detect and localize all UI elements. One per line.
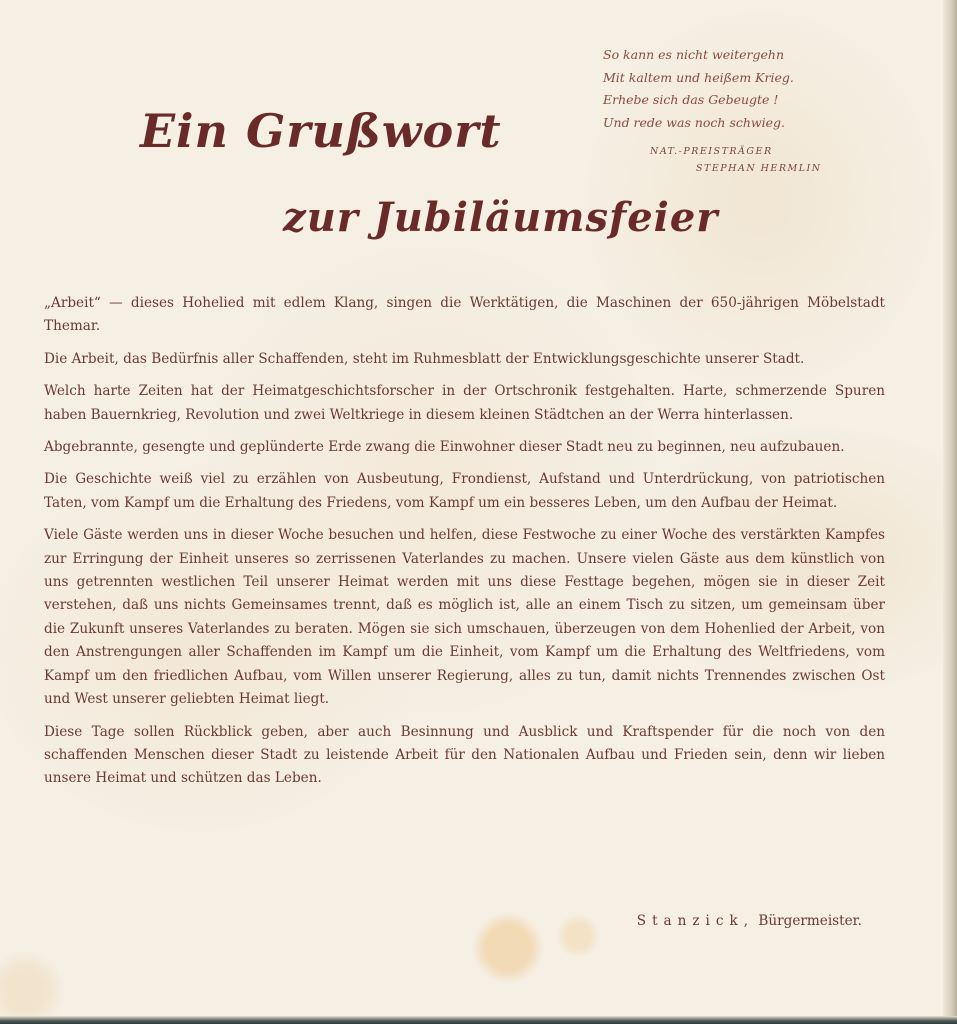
paragraph: Diese Tage sollen Rückblick geben, aber auch Besinnung und Ausblick und Kraftspender für die noch von den schaffenden Menschen dieser Stadt zu leistende Arbeit für den Nationalen Aufbau und Frieden sein, denn wir lieben unsere Heimat und schützen das Leben. [44, 723, 885, 787]
poem-line: Mit kaltem und heißem Krieg. [603, 69, 794, 85]
body-text [44, 292, 885, 800]
page-right-edge [943, 0, 957, 1024]
signature-title: Bürgermeister. [758, 913, 862, 929]
poem-credit-author: STEPHAN HERMLIN [696, 163, 822, 174]
paragraph: Abgebrannte, gesengte und geplünderte Erde zwang die Einwohner dieser Stadt neu zu beginnen, neu aufzubauen. [44, 439, 845, 456]
signature [637, 913, 862, 929]
poem-line: So kann es nicht weitergehn [603, 47, 785, 62]
paragraph: Welch harte Zeiten hat der Heimatgeschichtsforscher in der Ortschronik festgehalten. Harte, schmerzende Spuren haben Bauernkrieg, Revolution und zwei Weltkriege in diesem kleinen Städtchen an der Werra hinterlassen. [44, 383, 885, 423]
poem-line: Und rede was noch schwieg. [603, 114, 785, 130]
signature-name: Stanzick, [636, 913, 755, 929]
poem-epigraph [603, 44, 843, 134]
paragraph: Viele Gäste werden uns in dieser Woche besuchen und helfen, diese Festwoche zu einer Woche des verstärkten Kampfes zur Erringung der Einheit unseres so zerrissenen Vaterlandes zu machen. Unsere vielen Gäste aus dem künstlich von uns getrennten westlichen Teil unserer Heimat werden mit uns diese Festtage begehen, mögen sie in dieser Zeit verstehen, daß uns nichts Gemeinsames trennt, daß es möglich ist, alle an einem Tisch zu sitzen, um gemeinsam über die Zukunft unseres Vaterlandes zu beraten. Mögen sie sich umschauen, überzeugen von dem Hohenlied der Arbeit, von den Anstrengungen aller Schaffenden im Kampf um die Einheit, vom Kampf um die Erhaltung des Weltfriedens, vom Kampf um den friedlichen Aufbau, vom Willen unserer Regierung, alles zu tun, damit nichts Trennendes zwischen Ost und West unserer geliebten Heimat liegt. [44, 527, 885, 708]
poem-credit-title: NAT.-PREISTRÄGER [650, 146, 773, 157]
paragraph: „Arbeit“ — dieses Hohelied mit edlem Klang, singen die Werktätigen, die Maschinen der 650-jährigen Möbelstadt Themar. [44, 295, 885, 335]
poem-line: Erhebe sich das Gebeugte ! [603, 92, 779, 107]
page-bottom-edge [0, 1016, 957, 1024]
title-line-1: Ein Grußwort [140, 104, 502, 158]
paragraph: Die Arbeit, das Bedürfnis aller Schaffenden, steht im Ruhmesblatt der Entwicklungsgeschichte unserer Stadt. [44, 350, 805, 367]
paragraph: Die Geschichte weiß viel zu erzählen von Ausbeutung, Frondienst, Aufstand und Unterdrückung, von patriotischen Taten, vom Kampf um die Erhaltung des Friedens, vom Kampf um ein besseres Leben, um den Aufbau der Heimat. [44, 471, 885, 511]
title-line-2: zur Jubiläumsfeier [283, 194, 719, 241]
